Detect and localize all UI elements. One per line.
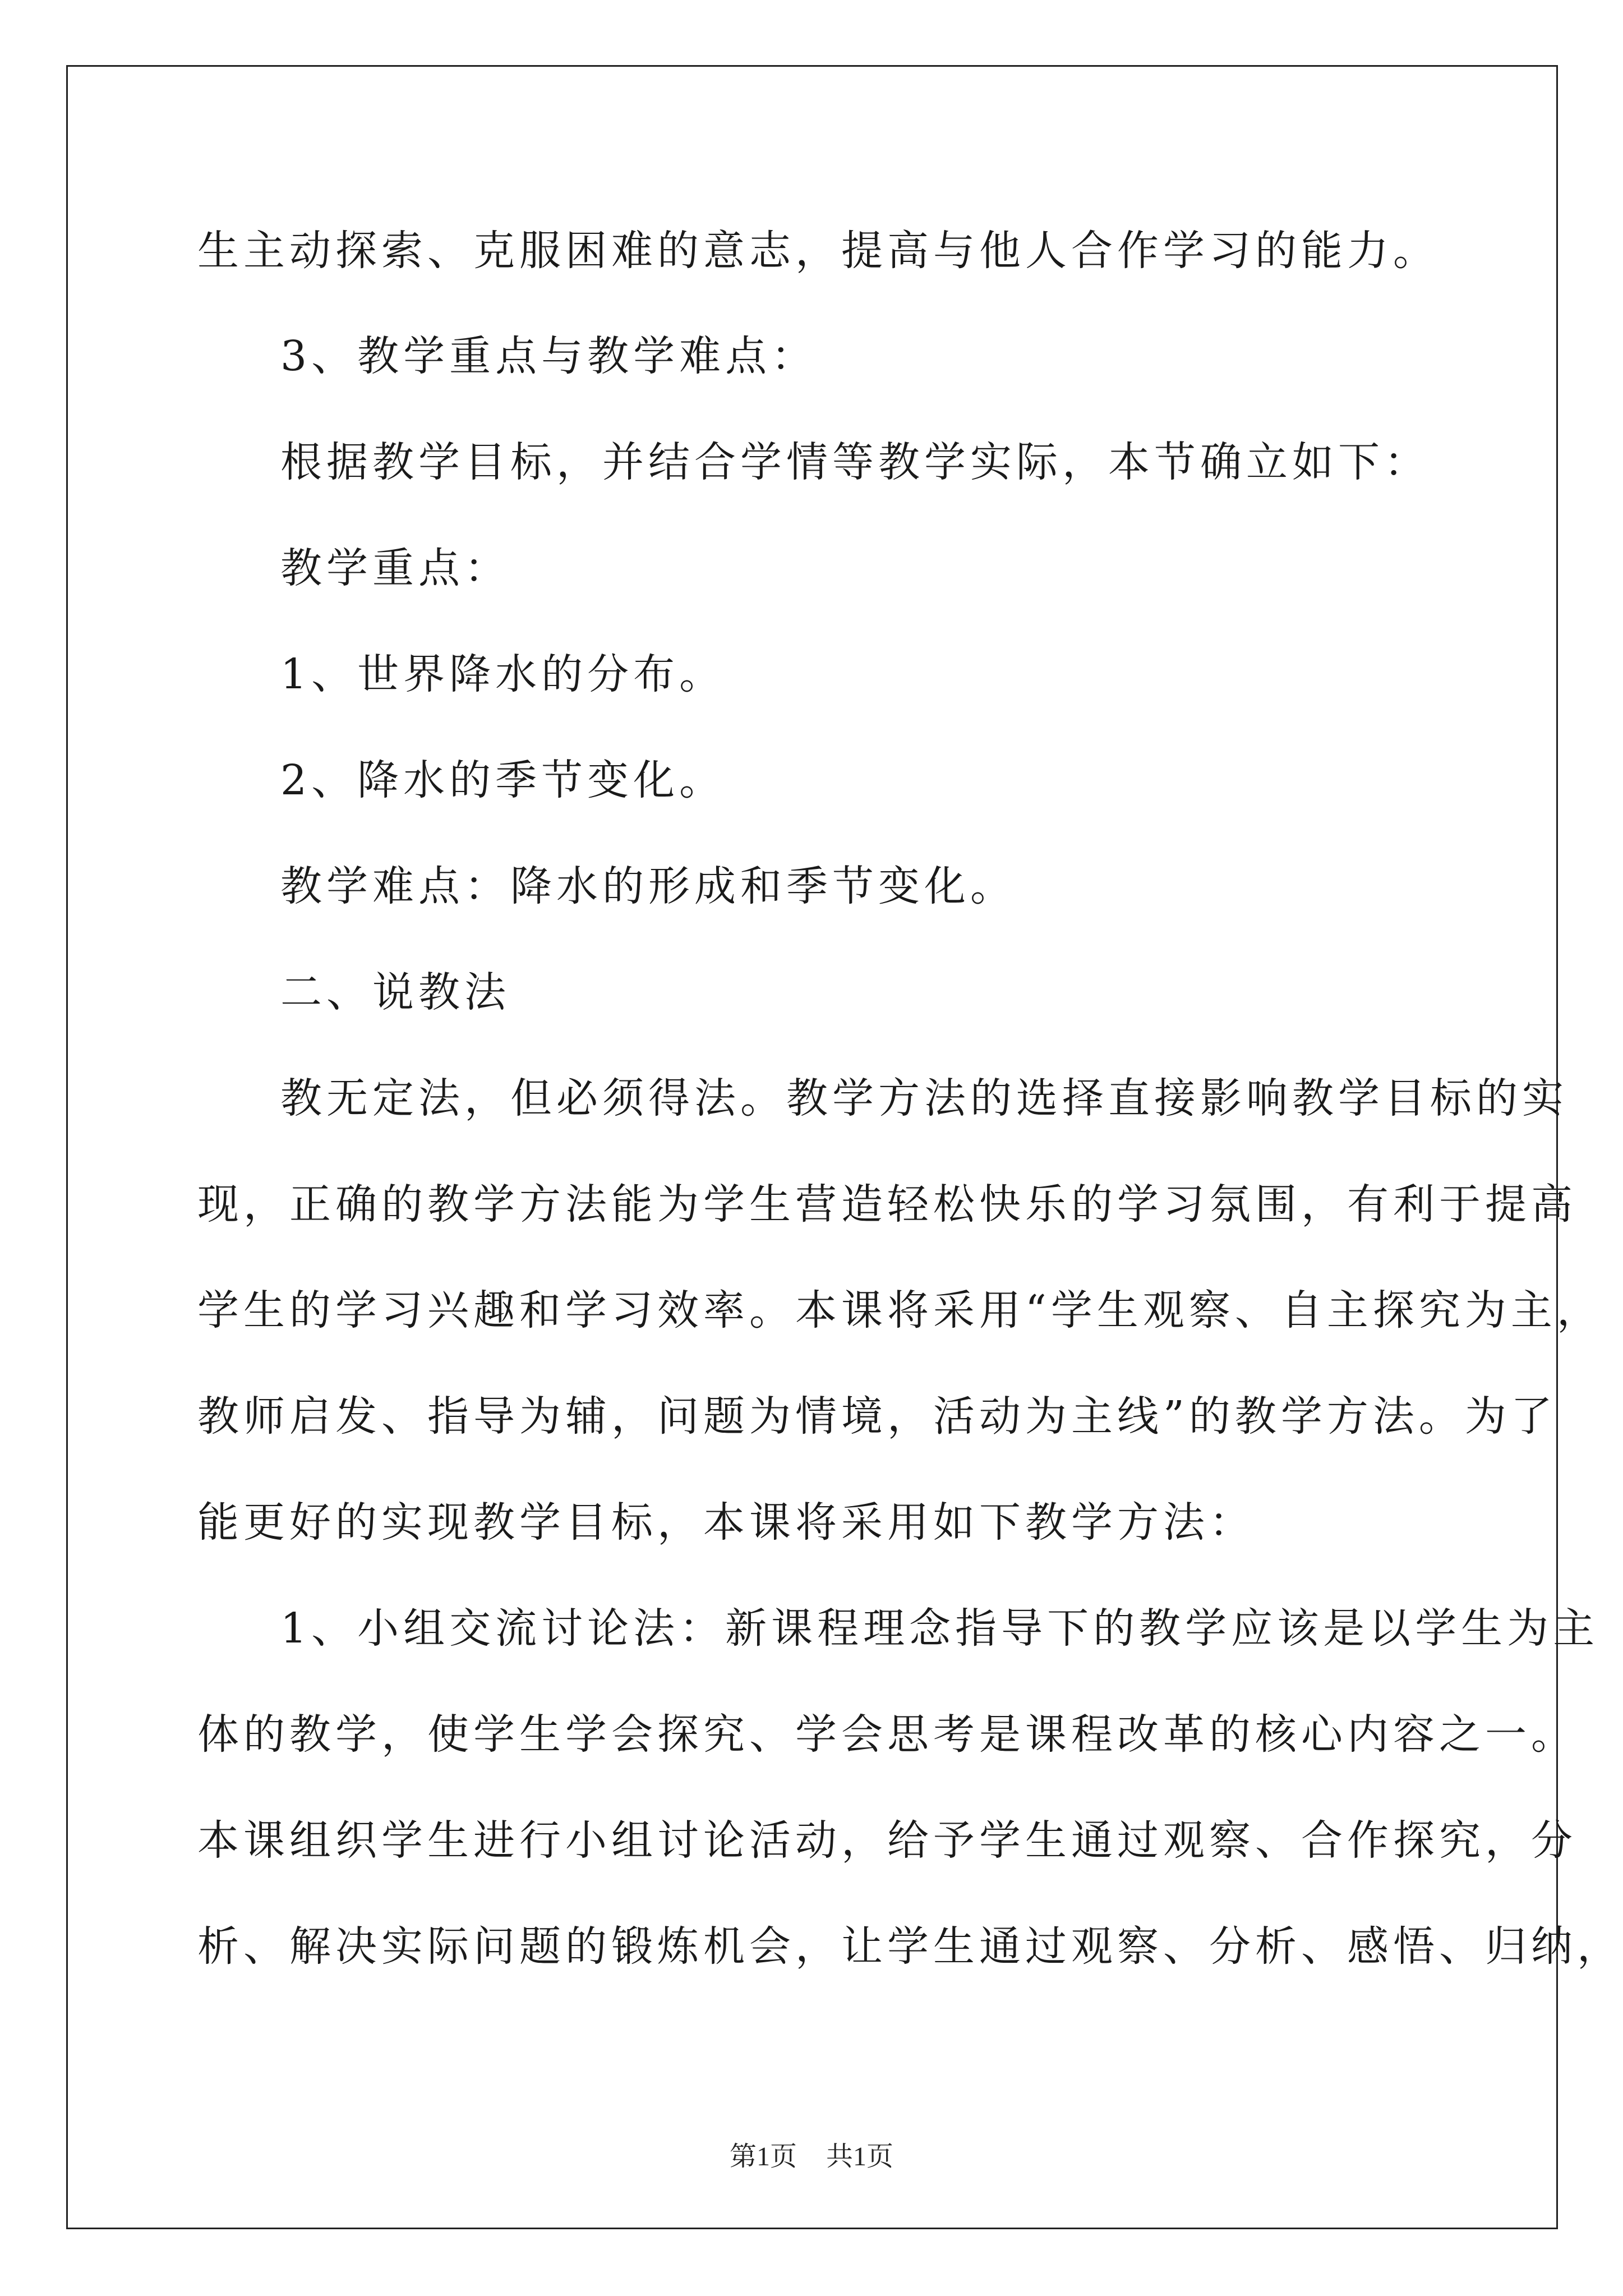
section-heading: 二、说教法 xyxy=(280,968,510,1016)
text-line: 教学重点： xyxy=(280,544,510,592)
text-line: 生主动探索、克服困难的意志，提高与他人合作学习的能力。 xyxy=(197,227,1439,275)
text-line: 3、教学重点与教学难点： xyxy=(280,332,818,380)
text-line: 1、世界降水的分布。 xyxy=(280,650,726,698)
text-line: 本课组织学生进行小组讨论活动，给予学生通过观察、合作探究，分 xyxy=(197,1816,1577,1865)
text-line: 教无定法，但必须得法。教学方法的选择直接影响教学目标的实 xyxy=(280,1074,1568,1122)
text-line: 教师启发、指导为辅，问题为情境，活动为主线”的教学方法。为了 xyxy=(197,1392,1557,1441)
page-footer xyxy=(0,2134,1623,2173)
text-line: 教学难点：降水的形成和季节变化。 xyxy=(280,862,1016,910)
text-line: 2、降水的季节变化。 xyxy=(280,756,726,804)
page-total: 共1页 xyxy=(826,2142,894,2171)
text-line: 现，正确的教学方法能为学生营造轻松快乐的学习氛围，有利于提高 xyxy=(197,1180,1577,1228)
text-line: 能更好的实现教学目标，本课将采用如下教学方法： xyxy=(197,1498,1255,1547)
text-line: 1、小组交流讨论法：新课程理念指导下的教学应该是以学生为主 xyxy=(280,1604,1599,1653)
text-line: 学生的学习兴趣和学习效率。本课将采用“学生观察、自主探究为主， xyxy=(197,1286,1603,1335)
page-number: 第1页 xyxy=(729,2142,797,2171)
text-line: 体的教学，使学生学会探究、学会思考是课程改革的核心内容之一。 xyxy=(197,1710,1577,1759)
text-line: 根据教学目标，并结合学情等教学实际，本节确立如下： xyxy=(280,438,1430,486)
text-line: 析、解决实际问题的锻炼机会，让学生通过观察、分析、感悟、归纳， xyxy=(197,1922,1623,1971)
